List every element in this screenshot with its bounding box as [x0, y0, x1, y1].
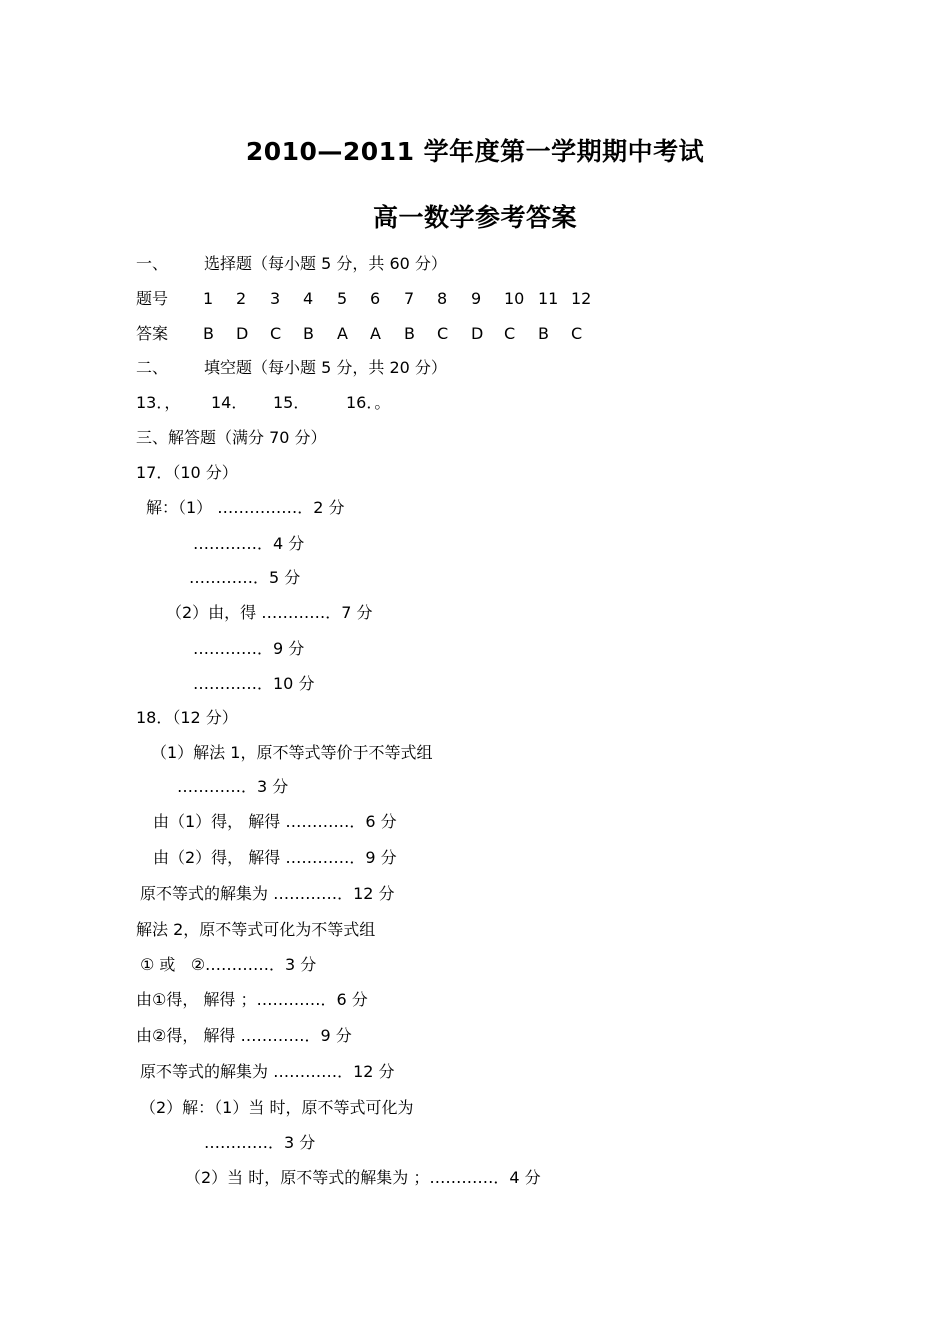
- solution-line: 由①得， 解得 ；…………．6 分: [136, 990, 368, 1009]
- answer-letter: C: [437, 324, 449, 343]
- question-number: 5: [337, 289, 348, 308]
- subtitle: 高一数学参考答案: [372, 203, 577, 232]
- solution-line: （1）解法 1，原不等式等价于不等式组: [151, 743, 433, 762]
- solution-line: …………．4 分: [193, 534, 305, 553]
- solution-line: …………．5 分: [189, 568, 301, 587]
- fill-answer-15: 15．: [273, 393, 310, 412]
- solution-line: 由②得， 解得 …………．9 分: [136, 1026, 352, 1045]
- answer-letter: B: [538, 324, 549, 343]
- solution-line: 原不等式的解集为 …………．12 分: [140, 884, 395, 903]
- answer-letter: C: [571, 324, 583, 343]
- fill-answer-14: 14．: [211, 393, 248, 412]
- question-number: 6: [370, 289, 381, 308]
- solution-line: 解：（1） ……………．2 分: [146, 498, 345, 517]
- question-number: 1: [203, 289, 214, 308]
- question-number: 11: [538, 289, 559, 308]
- question-number: 10: [504, 289, 525, 308]
- problem-17-heading: 17．（10 分）: [136, 463, 238, 482]
- solution-line: （2）解：（1）当 时，原不等式可化为: [140, 1098, 414, 1117]
- fill-answer-16: 16．。: [346, 393, 391, 412]
- section1-text: 选择题（每小题 5 分，共 60 分）: [204, 254, 447, 273]
- main-title: 2010—2011 学年度第一学期期中考试: [245, 137, 705, 166]
- solution-line: …………．10 分: [193, 674, 315, 693]
- solution-line: …………．3 分: [204, 1133, 316, 1152]
- solution-line: 由（1）得， 解得 …………．6 分: [153, 812, 397, 831]
- solution-line: …………．9 分: [193, 639, 305, 658]
- section2-text: 填空题（每小题 5 分，共 20 分）: [204, 358, 447, 377]
- section2-number: 二、: [136, 358, 169, 377]
- answer-letter: D: [236, 324, 249, 343]
- answer-letter: A: [337, 324, 348, 343]
- answer-letter: B: [203, 324, 214, 343]
- solution-line: …………．3 分: [177, 777, 289, 796]
- solution-line: ① 或 ②…………．3 分: [140, 955, 317, 974]
- table-header-label: 题号: [136, 289, 169, 308]
- fill-answer-13: 13．，: [136, 393, 181, 412]
- section1-number: 一、: [136, 254, 169, 273]
- answer-letter: C: [504, 324, 516, 343]
- question-number: 12: [571, 289, 592, 308]
- answer-letter: A: [370, 324, 381, 343]
- answer-letter: B: [404, 324, 415, 343]
- solution-line: （2）由，得 …………．7 分: [166, 603, 373, 622]
- answer-letter: B: [303, 324, 314, 343]
- question-number: 8: [437, 289, 448, 308]
- question-number: 9: [471, 289, 482, 308]
- section3-heading: 三、解答题（满分 70 分）: [136, 428, 327, 447]
- solution-line: 解法 2，原不等式可化为不等式组: [136, 920, 376, 939]
- question-number: 7: [404, 289, 415, 308]
- problem-18-heading: 18．（12 分）: [136, 708, 238, 727]
- table-answer-label: 答案: [136, 324, 169, 343]
- question-number: 3: [270, 289, 281, 308]
- solution-line: 由（2）得， 解得 …………．9 分: [153, 848, 397, 867]
- question-number: 4: [303, 289, 314, 308]
- answer-letter: C: [270, 324, 282, 343]
- solution-line: （2）当 时，原不等式的解集为 ；…………．4 分: [185, 1168, 541, 1187]
- solution-line: 原不等式的解集为 …………．12 分: [140, 1062, 395, 1081]
- answer-letter: D: [471, 324, 484, 343]
- question-number: 2: [236, 289, 247, 308]
